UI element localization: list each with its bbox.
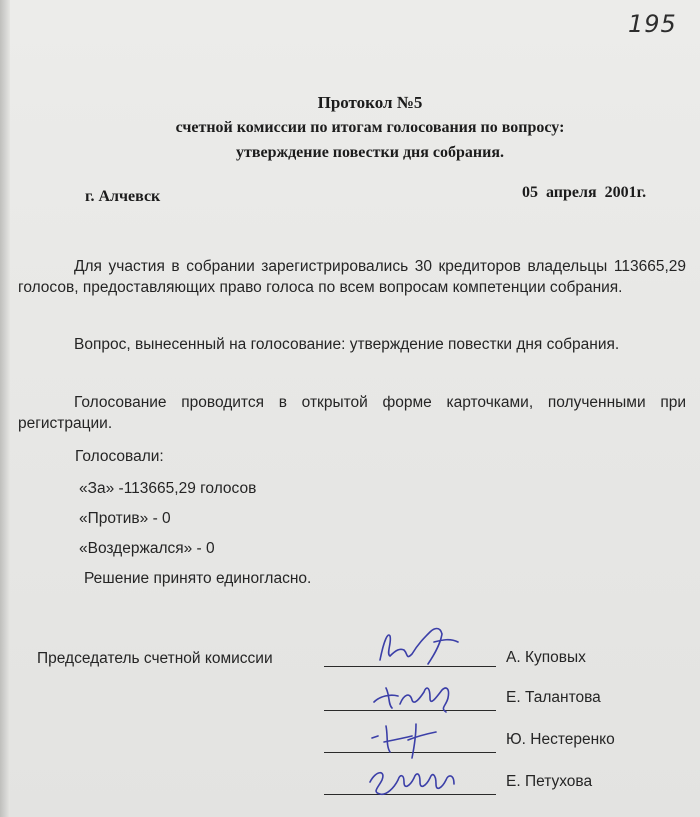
- handwritten-page-number: 195: [628, 10, 677, 38]
- signatory-name: Е. Петухова: [506, 773, 593, 790]
- signatory-name: Ю. Нестеренко: [506, 731, 615, 748]
- paragraph-question: Вопрос, вынесенный на голосование: утверждение повестки дня собрания.: [74, 336, 620, 353]
- signature-petukhova: [350, 752, 480, 802]
- vote-for: «За» -113665,29 голосов: [79, 480, 257, 497]
- title-line-2: счетной комиссии по итогам голосования по вопросу:: [175, 119, 565, 136]
- signature-kupovykh: [350, 620, 480, 670]
- title-line-3: утверждение повестки дня собрания.: [235, 144, 505, 161]
- signatory-name: А. Куповых: [506, 649, 586, 666]
- date: 05 апреля 2001г.: [522, 184, 647, 201]
- signatory-name: Е. Талантова: [506, 689, 601, 706]
- paragraph-voting-form: Голосование проводится в открытой форме карточками, полученными при регистрации.: [18, 394, 686, 432]
- vote-against: «Против» - 0: [79, 510, 171, 527]
- document-title: [0, 90, 700, 165]
- paragraph-registration: Для участия в собрании зарегистрировались 30 кредиторов владельцы 113665,29 голосов, предоставляющих право голоса по всем вопросам компетенции собрания.: [18, 258, 686, 296]
- place: г. Алчевск: [85, 188, 161, 205]
- signature-talantova: [350, 668, 480, 718]
- voting-header: Голосовали:: [75, 448, 164, 465]
- vote-abstained: «Воздержался» - 0: [79, 540, 215, 557]
- chair-label: Председатель счетной комиссии: [37, 650, 273, 667]
- decision: Решение принято единогласно.: [84, 570, 312, 587]
- title-line-1: Протокол №5: [317, 93, 423, 112]
